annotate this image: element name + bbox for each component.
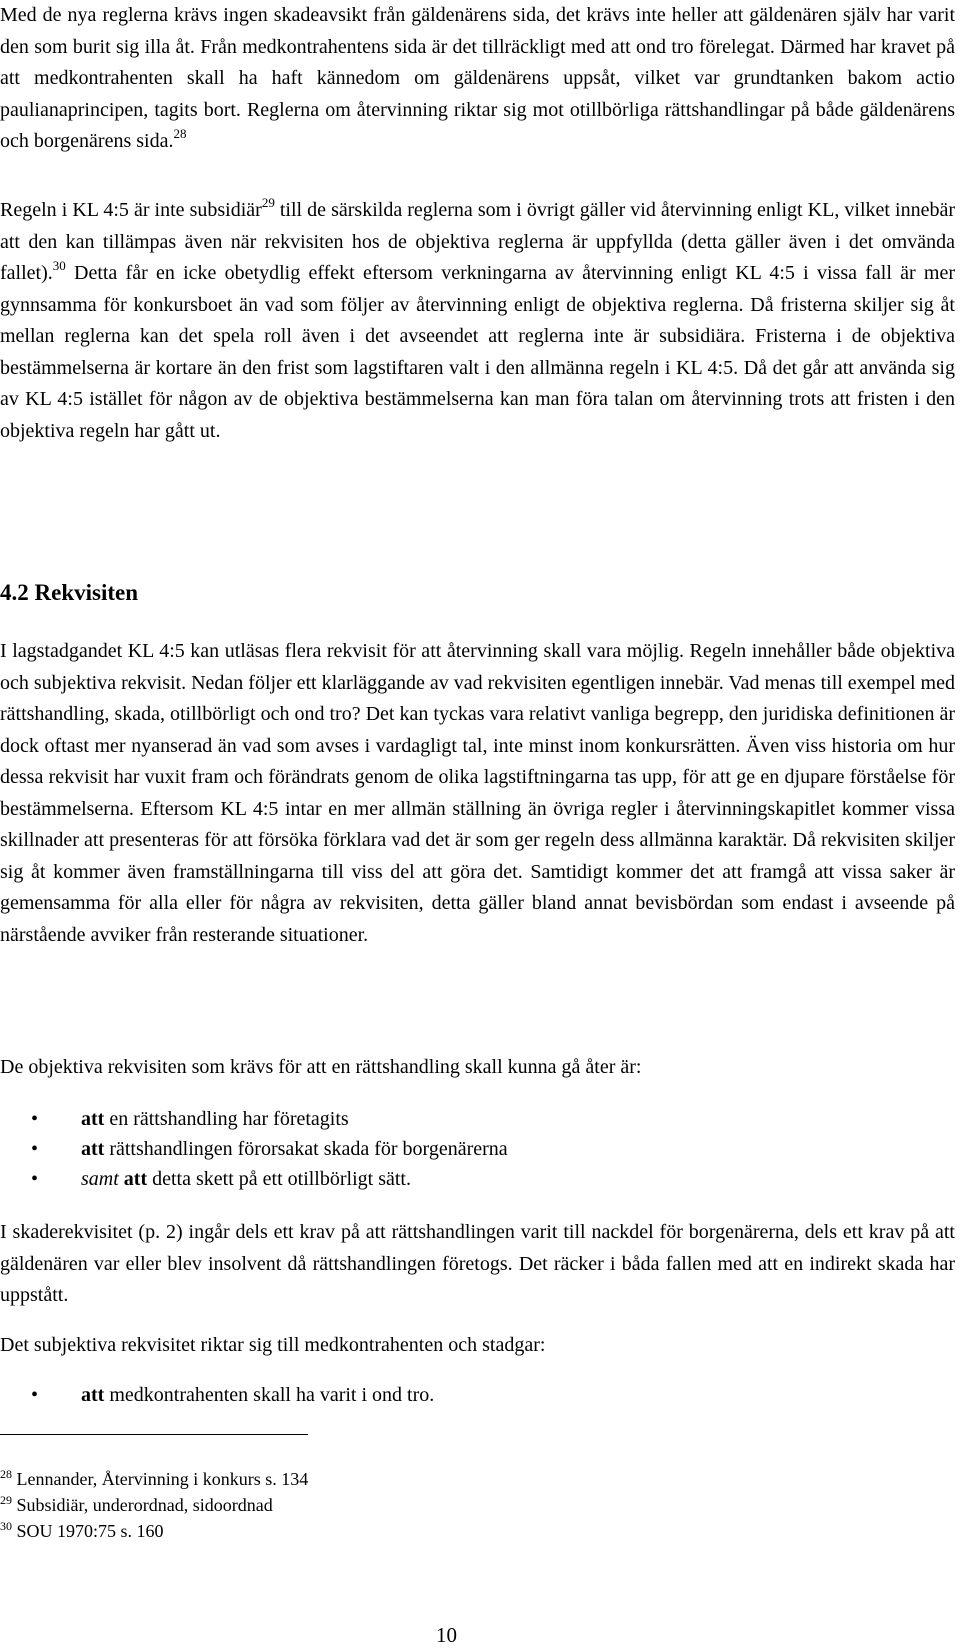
list-item: • samt att detta skett på ett otillbörligt sätt.	[0, 1164, 940, 1194]
objective-requirements-list	[0, 1104, 940, 1194]
body-paragraph	[0, 195, 955, 447]
paragraph-text: Med de nya reglerna krävs ingen skadeavsikt från gäldenärens sida, det krävs inte heller att gäldenären själv har varit den som burit sig illa åt. Från medkontrahentens sida är det tillräckligt med att ond tro förelegat. Därmed har kravet på att medkontrahenten skall ha haft kännedom om gäldenärens uppsåt, vilket var grundtanken bakom actio paulianaprincipen, tagits bort. Reglerna om återvinning riktar sig mot otillbörliga rättshandlingar på både gäldenärens och borgenärens sida.	[0, 4, 955, 152]
footnote: $^{29}$ Subsidiär, underordnad, sidoordnad	[0, 1493, 273, 1515]
footnote: $^{30}$ SOU 1970:75 s. 160	[0, 1519, 164, 1541]
body-paragraph: I lagstadgandet KL 4:5 kan utläsas flera rekvisit för att återvinning skall vara möjlig. Regeln innehåller både objektiva och subjektiva rekvisit. Nedan följer ett klarläggande av vad rekvisiten egentligen innebär. Vad menas till exempel med rättshandling, skada, otillbörligt och ond tro? Det kan tyckas vara relativt vanliga begrepp, den juridiska definitionen är dock oftast mer nyanserad än vad som avses i vardagligt tal, inte minst inom konkursrätten. Även viss historia om hur dessa rekvisit har vuxit fram och förändrats genom de olika lagstiftningarna tas upp, för att ge en djupare förståelse för bestämmelserna. Eftersom KL 4:5 intar en mer allmän ställning än övriga regler i återvinningskapitlet kommer vissa skillnader att presenteras för att försöka förklara vad det är som ger regeln dess allmänna karaktär. Då rekvisiten skiljer sig åt kommer även framställningarna till viss del att göra det. Samtidigt kommer det att framgå att vissa saker är gemensamma för alla eller för några av rekvisiten, detta gäller bland annat bevisbördan som endast i avseende på närstående avviker från resterande situationer.	[0, 640, 955, 946]
bullet-icon: •	[31, 1384, 39, 1406]
paragraph-text: Detta får en icke obetydlig effekt eftersom verkningarna av återvinning enligt KL 4:5 i vissa fall är mer gynnsamma för konkursboet än vad som följer av återvinning enligt de objektiva reglerna. Då fristerna skiljer sig åt mellan reglerna kan det spela roll även i det avseendet att reglerna inte är subsidiära. Fristerna i de objektiva bestämmelserna är kortare än den frist som lagstiftaren valt i den allmänna regeln i KL 4:5. Då det går att använda sig av KL 4:5 istället för någon av de objektiva bestämmelserna kan man föra talan om återvinning trots att fristen i den objektiva regeln har gått ut.	[0, 262, 955, 442]
subjective-requirement-list	[0, 1380, 940, 1410]
body-paragraph: De objektiva rekvisiten som krävs för att en rättshandling skall kunna gå åter är:	[0, 1056, 642, 1078]
footnote-ref: 30	[52, 258, 66, 273]
section-heading: 4.2 Rekvisiten	[0, 580, 138, 605]
italic-lead: samt	[81, 1168, 119, 1190]
footnote-ref: 29	[261, 195, 275, 210]
list-item: • att rättshandlingen förorsakat skada för borgenärerna	[0, 1134, 940, 1164]
footnote-separator	[0, 1434, 308, 1435]
body-paragraph: Det subjektiva rekvisitet riktar sig till medkontrahenten och stadgar:	[0, 1334, 546, 1356]
paragraph-text: till de särskilda reglerna som i övrigt gäller vid återvinning enligt KL, vilket innebär att den kan tillämpas även när rekvisiten hos de objektiva reglerna är uppfyllda (detta gäller även i det omvända fallet).	[0, 199, 955, 284]
list-item: • att en rättshandling har företagits	[0, 1104, 940, 1134]
body-paragraph: I skaderekvisitet (p. 2) ingår dels ett krav på att rättshandlingen varit till nackdel för borgenärerna, dels ett krav på att gäldenären var eller blev insolvent då rättshandlingen företogs. Det räcker i båda fallen med att en indirekt skada har uppstått.	[0, 1221, 955, 1306]
list-item: • att medkontrahenten skall ha varit i ond tro.	[0, 1380, 940, 1410]
paragraph-text: Regeln i KL 4:5 är inte subsidiär	[0, 199, 262, 221]
body-paragraph	[0, 0, 955, 158]
footnote: $^{28}$ Lennander, Återvinning i konkurs s. 134	[0, 1467, 309, 1489]
bullet-icon: •	[31, 1168, 39, 1190]
footnote-ref: 28	[173, 126, 187, 141]
page-number: 10	[436, 1623, 457, 1647]
bullet-icon: •	[31, 1138, 39, 1160]
bullet-icon: •	[31, 1108, 39, 1130]
